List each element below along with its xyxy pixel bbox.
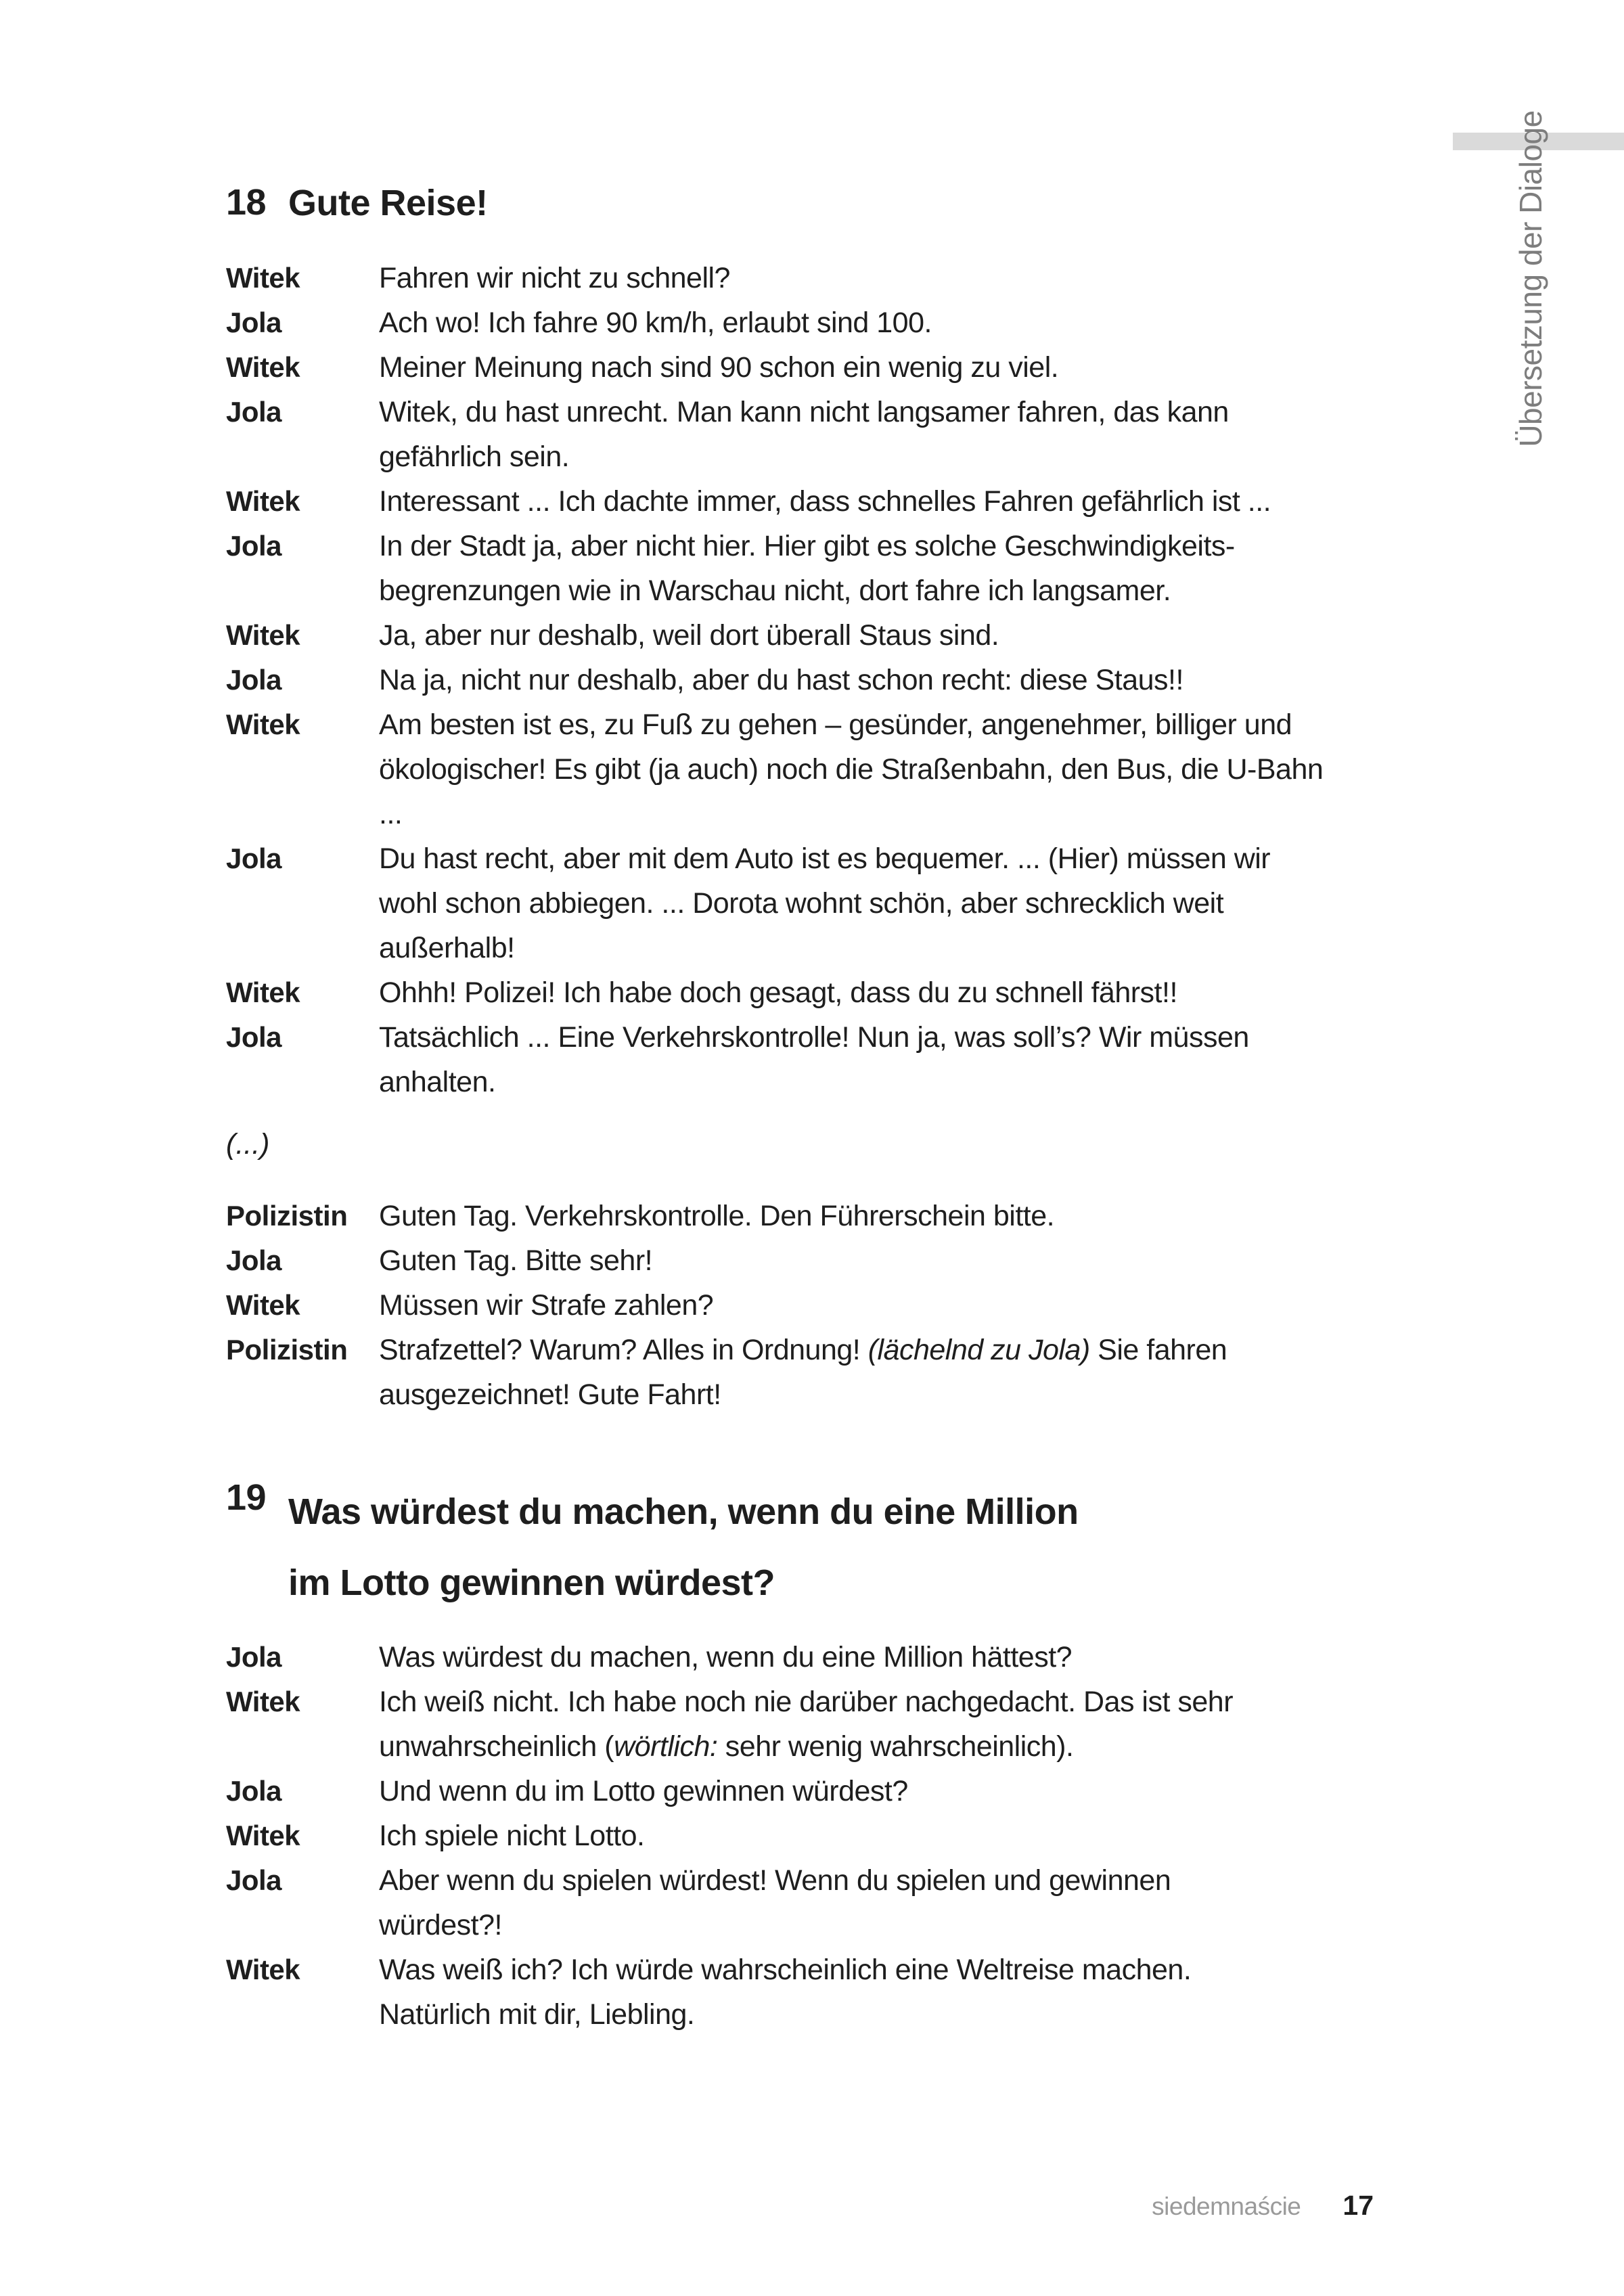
dialog-line: anhalten.	[379, 1066, 496, 1098]
dialog-text	[379, 524, 1444, 613]
section-title-line: Gute Reise!	[288, 183, 488, 223]
dialog-line: Du hast recht, aber mit dem Auto ist es bequemer. ... (Hier) müssen wir	[379, 842, 1271, 875]
dialog-text	[379, 345, 1444, 390]
section-title-line: im Lotto gewinnen würdest?	[288, 1562, 775, 1603]
speaker-label: Witek	[226, 619, 300, 651]
dialog-row	[226, 970, 1444, 1015]
dialog-line: Tatsächlich ... Eine Verkehrskontrolle! Nun ja, was soll’s? Wir müssen	[379, 1021, 1249, 1054]
dialog-row	[226, 613, 1444, 658]
dialog-row	[226, 345, 1444, 390]
speaker-label: Witek	[226, 1954, 300, 1985]
section-18	[226, 181, 1444, 1417]
dialog-line: begrenzungen wie in Warschau nicht, dort fahre ich langsamer.	[379, 575, 1171, 607]
dialog-row	[226, 1238, 1444, 1283]
speaker-label: Witek	[226, 1820, 300, 1851]
dialog-line: Interessant ... Ich dachte immer, dass schnelles Fahren gefährlich ist ...	[379, 485, 1271, 518]
section-number: 19	[226, 1477, 267, 1518]
dialog-line: ökologischer! Es gibt (ja auch) noch die Straßenbahn, den Bus, die U-Bahn	[379, 753, 1324, 786]
omission-mark: (...)	[226, 1128, 270, 1161]
dialog-row	[226, 1680, 1444, 1769]
dialog-line: Na ja, nicht nur deshalb, aber du hast schon recht: diese Staus!!	[379, 664, 1183, 696]
dialog-line: ausgezeichnet! Gute Fahrt!	[379, 1378, 721, 1411]
italic-text: (lächelnd zu Jola)	[867, 1334, 1090, 1366]
dialog-row	[226, 1948, 1444, 2037]
dialog-text	[379, 1769, 1444, 1814]
speaker-label: Witek	[226, 1686, 300, 1717]
dialog-line: Ohhh! Polizei! Ich habe doch gesagt, dass du zu schnell fährst!!	[379, 976, 1177, 1009]
dialog-line: Ja, aber nur deshalb, weil dort überall Staus sind.	[379, 619, 999, 652]
page-number: 17	[1343, 2190, 1374, 2221]
dialog-line: Ach wo! Ich fahre 90 km/h, erlaubt sind 100.	[379, 307, 932, 339]
dialog-text	[379, 479, 1444, 524]
dialog-line: außerhalb!	[379, 932, 515, 964]
dialog-line: Guten Tag. Bitte sehr!	[379, 1244, 653, 1277]
dialog-line: Fahren wir nicht zu schnell?	[379, 262, 730, 294]
dialog-row	[226, 1769, 1444, 1814]
sidebar-section-label: Übersetzung der Dialoge	[1513, 110, 1548, 447]
dialog-row	[226, 658, 1444, 702]
dialog-row	[226, 702, 1444, 836]
dialog-row	[226, 1015, 1444, 1104]
speaker-label: Jola	[226, 1021, 282, 1053]
speaker-label: Witek	[226, 1289, 300, 1321]
dialog-line: Und wenn du im Lotto gewinnen würdest?	[379, 1775, 908, 1807]
dialog-line: Am besten ist es, zu Fuß zu gehen – gesünder, angenehmer, billiger und	[379, 708, 1292, 741]
dialog-text	[379, 1635, 1444, 1680]
dialog-line: Natürlich mit dir, Liebling.	[379, 1998, 695, 2031]
section-title	[288, 1477, 1079, 1619]
dialog-line: In der Stadt ja, aber nicht hier. Hier gibt es solche Geschwindigkeits-	[379, 530, 1235, 562]
dialog-row	[226, 1194, 1444, 1238]
dialog-text	[379, 1015, 1444, 1104]
speaker-label: Witek	[226, 262, 300, 294]
dialog-row	[226, 1635, 1444, 1680]
dialog-text	[379, 300, 1444, 345]
section-19	[226, 1477, 1444, 2037]
dialog-line: Was weiß ich? Ich würde wahrscheinlich eine Weltreise machen.	[379, 1954, 1192, 1986]
speaker-label: Jola	[226, 1244, 282, 1276]
speaker-label: Witek	[226, 485, 300, 517]
speaker-label: Witek	[226, 351, 300, 383]
dialog-row	[226, 300, 1444, 345]
speaker-label: Jola	[226, 664, 282, 696]
dialog-rows-continued	[226, 1194, 1444, 1417]
dialog-line: gefährlich sein.	[379, 441, 570, 473]
dialog-text	[379, 613, 1444, 658]
speaker-label: Polizistin	[226, 1334, 348, 1366]
dialog-row	[226, 479, 1444, 524]
dialog-line: Ich spiele nicht Lotto.	[379, 1820, 645, 1852]
dialog-text	[379, 1858, 1444, 1948]
dialog-line: würdest?!	[379, 1909, 502, 1941]
dialog-line: unwahrscheinlich (wörtlich: sehr wenig wahrscheinlich).	[379, 1730, 1074, 1763]
speaker-label: Polizistin	[226, 1200, 348, 1232]
dialog-text	[379, 1680, 1444, 1769]
section-heading	[226, 181, 1444, 225]
dialog-rows	[226, 256, 1444, 1104]
dialog-text	[379, 1238, 1444, 1283]
dialog-text	[379, 1328, 1444, 1417]
speaker-label: Jola	[226, 842, 282, 874]
dialog-line: Was würdest du machen, wenn du eine Million hättest?	[379, 1641, 1073, 1673]
speaker-label: Jola	[226, 1641, 282, 1673]
speaker-label: Jola	[226, 1864, 282, 1896]
dialog-line: Strafzettel? Warum? Alles in Ordnung! (lächelnd zu Jola) Sie fahren	[379, 1334, 1227, 1366]
dialog-line: wohl schon abbiegen. ... Dorota wohnt schön, aber schrecklich weit	[379, 887, 1224, 920]
dialog-text	[379, 658, 1444, 702]
dialog-line: Guten Tag. Verkehrskontrolle. Den Führerschein bitte.	[379, 1200, 1055, 1232]
speaker-label: Jola	[226, 396, 282, 428]
dialog-text	[379, 1948, 1444, 2037]
dialog-row	[226, 1814, 1444, 1858]
dialog-row	[226, 256, 1444, 300]
dialog-text	[379, 702, 1444, 836]
section-title	[288, 181, 488, 225]
dialog-text	[379, 1814, 1444, 1858]
speaker-label: Witek	[226, 976, 300, 1008]
dialog-text	[379, 1283, 1444, 1328]
dialog-text	[379, 1194, 1444, 1238]
dialog-line: Aber wenn du spielen würdest! Wenn du spielen und gewinnen	[379, 1864, 1171, 1897]
dialog-text	[379, 390, 1444, 479]
dialog-text	[379, 836, 1444, 970]
dialog-row	[226, 390, 1444, 479]
dialog-line: ...	[379, 798, 403, 830]
section-heading	[226, 1477, 1444, 1619]
dialog-line: Müssen wir Strafe zahlen?	[379, 1289, 714, 1322]
speaker-label: Jola	[226, 530, 282, 562]
dialog-row	[226, 1283, 1444, 1328]
page-number-word: siedemnaście	[1152, 2192, 1301, 2220]
dialog-text	[379, 256, 1444, 300]
page-footer	[1152, 2190, 1374, 2222]
dialog-line: Ich weiß nicht. Ich habe noch nie darüber nachgedacht. Das ist sehr	[379, 1686, 1234, 1718]
speaker-label: Jola	[226, 307, 282, 338]
page-content	[226, 181, 1444, 2037]
dialog-line: Witek, du hast unrecht. Man kann nicht langsamer fahren, das kann	[379, 396, 1229, 428]
dialog-line: Meiner Meinung nach sind 90 schon ein wenig zu viel.	[379, 351, 1059, 384]
dialog-row	[226, 836, 1444, 970]
speaker-label: Witek	[226, 708, 300, 740]
dialog-row	[226, 524, 1444, 613]
dialog-row	[226, 1328, 1444, 1417]
speaker-label: Jola	[226, 1775, 282, 1807]
dialog-rows	[226, 1635, 1444, 2037]
dialog-text	[379, 970, 1444, 1015]
section-title-line: Was würdest du machen, wenn du eine Million	[288, 1491, 1079, 1532]
dialog-row	[226, 1858, 1444, 1948]
italic-text: wörtlich:	[614, 1730, 718, 1763]
section-number: 18	[226, 182, 267, 223]
